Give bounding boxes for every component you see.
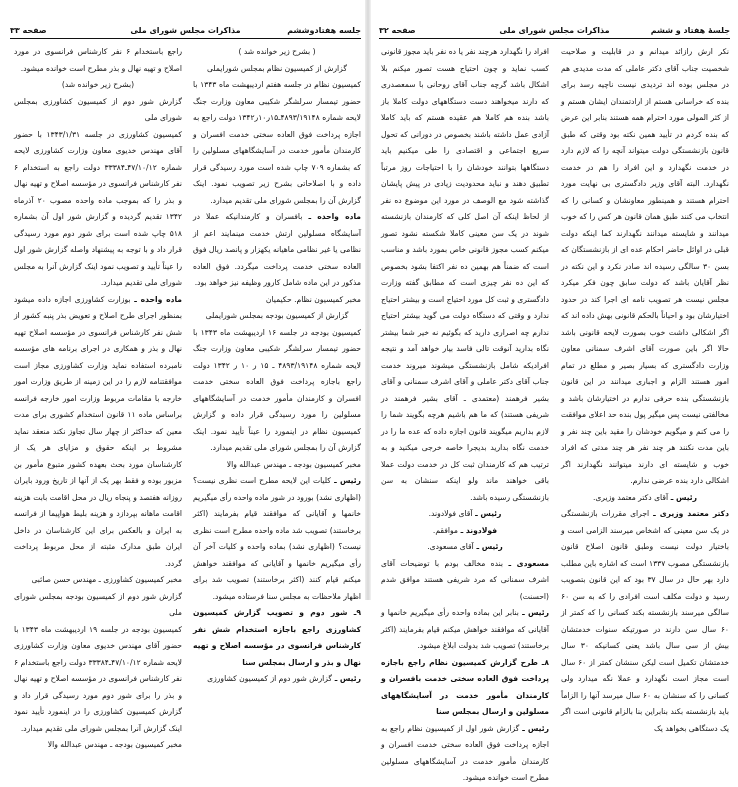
paragraph: [381, 539, 549, 556]
speaker-name: ماده واحده ـ: [302, 212, 361, 221]
paragraph-text: افراد را نگهدارد هرچند نفر یا ده نفر باید مجوز قانونی کسب نماید و چون احتیاج هست تصور میکنم بلا اشکال باشد گرچه جناب آقای روحانی با سمعصدری که دارند میخواهند دست دستگاههای دولت کاملا باز باشد بنده هم کاملا هم عقیده هستم که باید کاملا آزادی عمل داشته باشند بخصوص در دورانی که تحول سریع اجتماعی و اقتصادی را طی میکنیم باید دستگاهها بتوانند خودشان را با احتیاجات روز مرتباً تطبیق دهند و نباید محدودیت زیادی در پیش پایشان گذاشته شود مع الوصف در مورد این موضوع ده نفر از لحاظ اینکه آن اصل کلی که کارمندان بازنشسته شوند در یک سن معینی کاملا شکسته نشود تصور میکنم کسب مجوز قانونی خاص بمورد باشد و مناسب است که ضمناً هم بهمین ده نفر اکتفا بشود بخصوص که این ده نفر چیزی است که مطابق گفته وزارت دادگستری و ثبت کل مورد احتیاج است و بیشتر احتیاج ندارد و وقتی که دستگاه دولت می گوید بیشتر احتیاج ندارم چه اصراری دارید که بگوئیم نه خیر شما بیشتر نگاه بدارید آنوقت تالی فاسد بیار خواهد آمد و نتیجه افرادیکه شامل بازنشستگی میشوند میروند خدمت جناب آقای دکتر عاملی و آقای اشرف سمنانی و آقای بشیر فرهمند (معتمدی ـ آقای بشیر فرهمند در شریفی هستند) که ما هم باشیم هرچه بگویند شما را لازم بداریم میگویند قانون اجازه داده که عده ما را در خدمت نگاه بدارید بدیجرا خاصه خرجی میکنید و به ترتیب هم که کارمندان ثبت کل در خدمت دولت عملا باقی خواهند ماند ولو اینکه سنشان به سن بازنشستگی رسیده باشد.: [381, 47, 549, 502]
paragraph: [193, 61, 361, 78]
paragraph: [14, 622, 182, 738]
paragraph-text: کلیات این لایحه مطرح است نظری نیست؟ (اظهاری نشد) بورود در شور ماده واحده رأی میگیریم خانمها و آقایانی که موافقند قیام بفرمایند (اکثر برخاستند) تصویب شد ماده واحده مطرح است نظری نیست؟ (اظهاری نشد) بماده واحده و کلیات آخر آن رأی میگیریم خانمها و آقایانی که موافقند خواهش میکنم قیام کنند (اکثر برخاستند) تصویب شد برای اظهار ملاحظات به مجلس سنا فرستاده میشود.: [193, 476, 361, 601]
publication-title: مذاکرات مجلس شورای ملی: [130, 26, 241, 35]
paragraph: [193, 209, 361, 292]
speaker-name: فولادوند ـ: [457, 525, 498, 535]
running-header: [10, 26, 361, 39]
speaker-name: رئیس ـ: [472, 509, 502, 518]
paragraph: [193, 77, 361, 209]
speaker-name: رئیس ـ: [332, 674, 361, 683]
paragraph-text: مخبر کمیسیون بودجه ـ مهندس عبدالله والا: [226, 459, 361, 469]
text-column-left: [14, 44, 182, 754]
paragraph-text: آقای فولادوند.: [428, 509, 473, 518]
paragraph: [14, 94, 182, 127]
paragraph-text: اجرای مقررات بازنشستگی در یک سن معینی که اشخاص میرسند الزامی است و باختیار دولت نیست وطبق قانون اصلاح قانون بازنشستگی مصوب ۱۳۳۷ است که اشاره باین مطلب دارد بهر حال در سال ۳۷ بود که این قانون بتصویب رسید و دولت مکلف است افرادی را که به سن ۶۰ سالگی میرسند بازنشسته بکند کسانی را که کمتر از ۶۰ سال سن دارند در صورتیکه سنوات خدمتشان بیش از سی سال باشد یعنی کسانیکه ۳۰ سال خدمتشان تکمیل است لیکن سنشان کمتر از ۶۰ سال است مجاز است نگهدارد و عملا نگه میدارد ولی کسانی را که سنشان به ۶۰ سال میرسد آنها را الزاماً باید بازنشسته بکند بنابراین بنا بالزام قانونی است اگر یک دستگاهی بخواهد یک: [561, 509, 730, 733]
section-heading: [193, 605, 361, 671]
left-page: [0, 0, 369, 749]
paragraph-text: کمیسیون بودجه در جلسه ۱۶ اردیبهشت ماه ۱۳۴۳ با حضور تیمسار سرلشگر شکیبی معاون وزارت جنگ لایحه شماره ۴۸۹۳/۱۹۱۴۸ ـ ۱۵ ر ۱۰ ر ۱۳۴۲ دولت راجع باجازه پرداخت فوق العاده سختی خدمت افسران و کارمندان مأمور خدمت در آسایشگاههای مسلولین را مورد رسیدگی قرار داده و گزارش کمیسیون نظام در اینمورد را عیناً تأیید نمود. اینک گزارش آن را بمجلس شورای ملی تقدیم میدارد.: [193, 327, 361, 452]
text-column-right: [193, 44, 361, 688]
paragraph: [14, 44, 182, 77]
speaker-name: رئیس ـ: [473, 542, 503, 551]
paragraph: [14, 589, 182, 622]
paragraph-text: بوزارت کشاورزی اجازه داده میشود بمنظور اجرای طرح اصلاح و تعویض بذر پنبه کشور از شش نفر کارشناس فرانسوی در مؤسسه اصلاح تهیه نهال و بذر و همکاری در اجرای برنامه های مؤسسه نامبرده استفاده نماید وزارت کشاورزی مجاز است موافقتنامه لازم را در این زمینه از طریق وزارت امور خارجه با مقامات مربوط وزارت امور خارجه فرانسه براساس ماده ۱۱ قانون استخدام کشوری برای مدت معین که حداکثر از چهار سال تجاوز نکند منعقد نماید مشروط بر اینکه حقوق و مزایای هر یک از کارشناسان مورد بحث بعهده کشور متبوع مأمور بن مزبور بوده و فقط بهر یک از آنها از تاریخ ورود بایران روزانه هفتصد و پنجاه ریال در محل اقامت بابت هزینه اقامت ماهانه بپردازد و هزینه بلیط هواپیما از فرانسه به ایران و بالعکس برای این کارشناسان در داخل ایران طبق مدارک مثبته از محل مربوط پرداخت گردد.: [14, 294, 182, 568]
paragraph-text: کمیسیون بودجه در جلسه ۱۹ اردیبهشت ماه ۱۳۴۳ با حضور آقای مهندس خدیوی معاون وزارت کشاورزی لایحه شماره ۴۷/۱۰/۱۲ـ۳۳۳۸۴ دولت راجع باستخدام ۶ نفر کارشناس فرانسوی در مؤسسه اصلاح و تهیه نهال و بذر را برای شور دوم مورد رسیدگی قرار داد و گزارش کمیسیون کشاورزی را در اینمورد تأیید نمود اینک گزارش آنرا بمجلس شورای ملی تقدیم میدارد.: [14, 624, 182, 733]
paragraph: [381, 556, 549, 606]
paragraph-text: ۸ـ طرح گزارش کمیسیون نظام راجع باجازه پرداخت فوق العاده سختی خدمت بافسران و کارمندان مأمور خدمت در آسایشگاههای مسلولین و ارسال بمجلس سنا: [381, 657, 549, 716]
paragraph: [193, 325, 361, 457]
right-page: [369, 0, 738, 782]
paragraph-text: نکر ارش رازائد میدانم و در قابلیت و صلاحیت شخصیت جناب آقای دکتر عاملی که مدت مدیدی هم در مجلس بوده اند تردیدی نیست ناچیه رسد برای بنده که خراسانی هستم از ارادتمندان ایشان هستم و از کثر المولی مورد احترام همه هستند بنابر این عرض که بنده کردم در تأیید همین نکته بود وقتی که طبق قانون بازنشستگی دولت میتواند آنچه را که لازم دارد در خدمت نگهدارد و این افراد را هم در خدمت نگهدارد. البته آقای وزیر دادگستری بی نهایت مورد احترام هستند و همینطور معاونشان و کسانی را که انتخاب می کنند طبق همان قانون هر کس را که خوب میدانند و شایسته میدانند نگهدارند کما اینکه دولت قبلی در اوائل حاضر احکام عده ای از بازنشستگان که بسن ۳۰ سالگی رسیده اند صادر نکرد و این نکته در نظر آقایان باشد که دولت سابق چون فکر میکرد مجلس نیست هر تصویب نامه ای اجرا کند در حدود اختیارشان بود و احیاناً بالحکم قانونی بهش داده اند که اگر اشکالی داشت خوب بصورت لایحه قانونی باشد حالا اگر باین صورت آقای اشرف سمنانی معاون وزارت دادگستری که بسیار بصیر و مطلع در تمام امور هستند الزام و اجباری میدانند در این قانون بازنشستگی بنده حرفی ندارم در اختیارشان باشد و مخالفتی نیست پس میگیر پول بنده حد اعلای موافقت را می کنم و میگویم خودشان را مقید باین چند نفر و باین مدت نکنند هر چند نفر هر چند مدتی که افراد خوب و شایسته ای دارند میتوانند نگهدارند اگر اشکالی دارد بنده عرضی ندارم.: [561, 47, 729, 485]
paragraph-text: راجع باستخدام ۶ نفر کارشناس فرانسوی در مورد اصلاح و تهیه نهال و بذر مطرح است خوانده میشود.: [14, 47, 182, 73]
paragraph-text: آقای دکتر معتمد وزیری.: [592, 492, 669, 502]
paragraph: [193, 473, 361, 605]
paragraph: [561, 490, 729, 507]
paragraph-text: گزارش از کمیسیون نظام بمجلس شورایملی: [207, 63, 347, 73]
text-column-left: [381, 44, 549, 787]
paragraph: [561, 506, 729, 737]
paragraph: [381, 506, 549, 523]
paragraph: [14, 572, 182, 589]
publication-title: مذاکرات مجلس شورای ملی: [499, 26, 610, 35]
paragraph: [14, 737, 182, 754]
paragraph: [193, 308, 361, 325]
running-header: [379, 26, 730, 39]
paragraph-text: آقای مسعودی.: [427, 542, 474, 551]
paragraph: [193, 44, 361, 61]
paragraph-text: کمیسیون نظام در جلسه هفتم اردیبهشت ماه ۱۳۴۳ با حضور تیمسار سرلشگر شکیبی معاون وزارت جنگ لایحه شماره ۴۸۹۳/۱۹۱۴۸ـ۱۵ر۱۰ر۱۳۴۲ دولت راجع به اجازه پرداخت فوق العاده سختی خدمت افسران و کارمندان مأمور خدمت در آسایشگاههای مسلولین را که بشماره ۷۰۹ چاپ شده است مورد رسیدگی قرار داده و با اصلاحاتی بشرح زیر تصویب نمود. اینک گزارش آن را بمجلس شورای ملی تقدیم میدارد.: [193, 80, 361, 205]
paragraph-text: مخبر کمیسیون نظام. حکیمیان: [265, 294, 361, 304]
page-number: صفحه ۳۳: [10, 26, 47, 35]
paragraph-text: گزارش شور اول از کمیسیون نظام راجع به اجازه پرداخت فوق العاده سختی خدمت افسران و کارمندان مأمور خدمت در آسایشگاههای مسلولین مطرح است خوانده میشود.: [381, 723, 549, 782]
paragraph-text: گزارش از کمیسیون بودجه بمجلس شورایملی: [205, 311, 349, 320]
paragraph-text: مخبر کمیسیون بودجه ـ مهندس عبدالله والا: [47, 740, 182, 749]
paragraph: [193, 457, 361, 474]
paragraph: [381, 44, 549, 506]
speaker-name: دکتر معتمد وزیری ـ: [649, 509, 729, 518]
section-heading: [381, 655, 549, 721]
paragraph: [193, 292, 361, 309]
paragraph: [14, 292, 182, 573]
paragraph: [14, 77, 182, 94]
paragraph: [381, 523, 549, 540]
paragraph-text: ( بشرح زیر خوانده شد ): [238, 47, 316, 56]
paragraph-text: بنابر این بماده واحده رأی میگیریم خانمها و آقایانی که موافقند خواهش میکنم قیام بفرمایند (اکثر برخاستند) تصویب شد بدولت ابلاغ میشود.: [381, 608, 549, 650]
speaker-name: رئیس ـ: [519, 723, 549, 733]
paragraph-text: موافقم.: [432, 525, 458, 535]
speaker-name: رئیس ـ: [330, 476, 361, 485]
paragraph: [381, 605, 549, 655]
speaker-name: رئیس ـ: [668, 492, 698, 502]
paragraph-text: گزارش شور دوم از کمیسیون کشاورزی بمجلس شورای ملی: [14, 96, 182, 122]
paragraph-text: گزارش شور دوم از کمیسیون کشاورزی: [207, 674, 333, 683]
paragraph-text: مخبر کمیسیون کشاورزی ـ مهندس حسن صائبی: [31, 575, 182, 584]
text-column-right: [561, 44, 729, 737]
paragraph: [193, 671, 361, 688]
paragraph: [561, 44, 729, 490]
paragraph-text: گزارش شور دوم از کمیسیون بودجه بمجلس شورای ملی: [14, 591, 182, 617]
speaker-name: ماده واحده ـ: [130, 294, 182, 304]
session-label: جلسهٔ هفتاد و ششم: [650, 26, 730, 35]
paragraph-text: کمیسیون کشاورزی در جلسه ۱۳۴۳/۱/۳۱ با حضور آقای مهندس خدیوی معاون وزارت کشاورزی لایحه شماره ۴۷/۱۰/۱۲ـ۳۳۳۸۴ دولت راجع به استخدام ۶ نفر کارشناس فرانسوی در مؤسسه اصلاح و تهیه نهال و بذر را که بموجب ماده واحده مصوب ۲۰ آذرماه ۱۳۴۲ تقدیم گردیده و گزارش شور اول آن بشماره ۵۱۸ چاپ شده است برای شور دوم مورد رسیدگی قرار داد و با توجه به پیشنهاد واصله گزارش شور اول را عیناً تأیید و تصویب نمود اینک گزارش آنرا به مجلس شورای ملی تقدیم میدارد.: [14, 129, 182, 287]
paragraph-text: ۹ـ شور دوم و تصویب گزارش کمیسیون کشاورزی راجع باجازه استخدام شش نفر کارشناس فرانسوی در مؤسسه اصلاح و تهیه نهال و بذر و ارسال بمجلس سنا: [193, 608, 361, 667]
paragraph-text: بنده مخالف بودم با توضیحات آقای اشرف سمنانی که مرد شریفی هستند موافق شدم (احسنت): [381, 558, 549, 601]
paragraph-text: (بشرح زیر خوانده شد): [61, 80, 135, 89]
paragraph: [14, 127, 182, 292]
speaker-name: رئیس ـ: [518, 608, 549, 617]
paragraph-text: بافسران و کارمندانیکه عملا در آسایشگاه مسلولین ارتش خدمت مینمایند اعم از نظامی یا غیر نظامی ماهیانه یکهزار و پانصد ریال فوق العاده سختی خدمت پرداخت میگردد. فوق العاده مذکور در این ماده شامل کارور وظیفه نیز خواهد بود.: [193, 212, 361, 287]
speaker-name: مسعودی ـ: [503, 558, 549, 568]
session-label: جلسه هفتادوششم: [287, 26, 361, 35]
paragraph: [381, 721, 549, 787]
page-number: صفحه ۳۲: [379, 26, 416, 35]
